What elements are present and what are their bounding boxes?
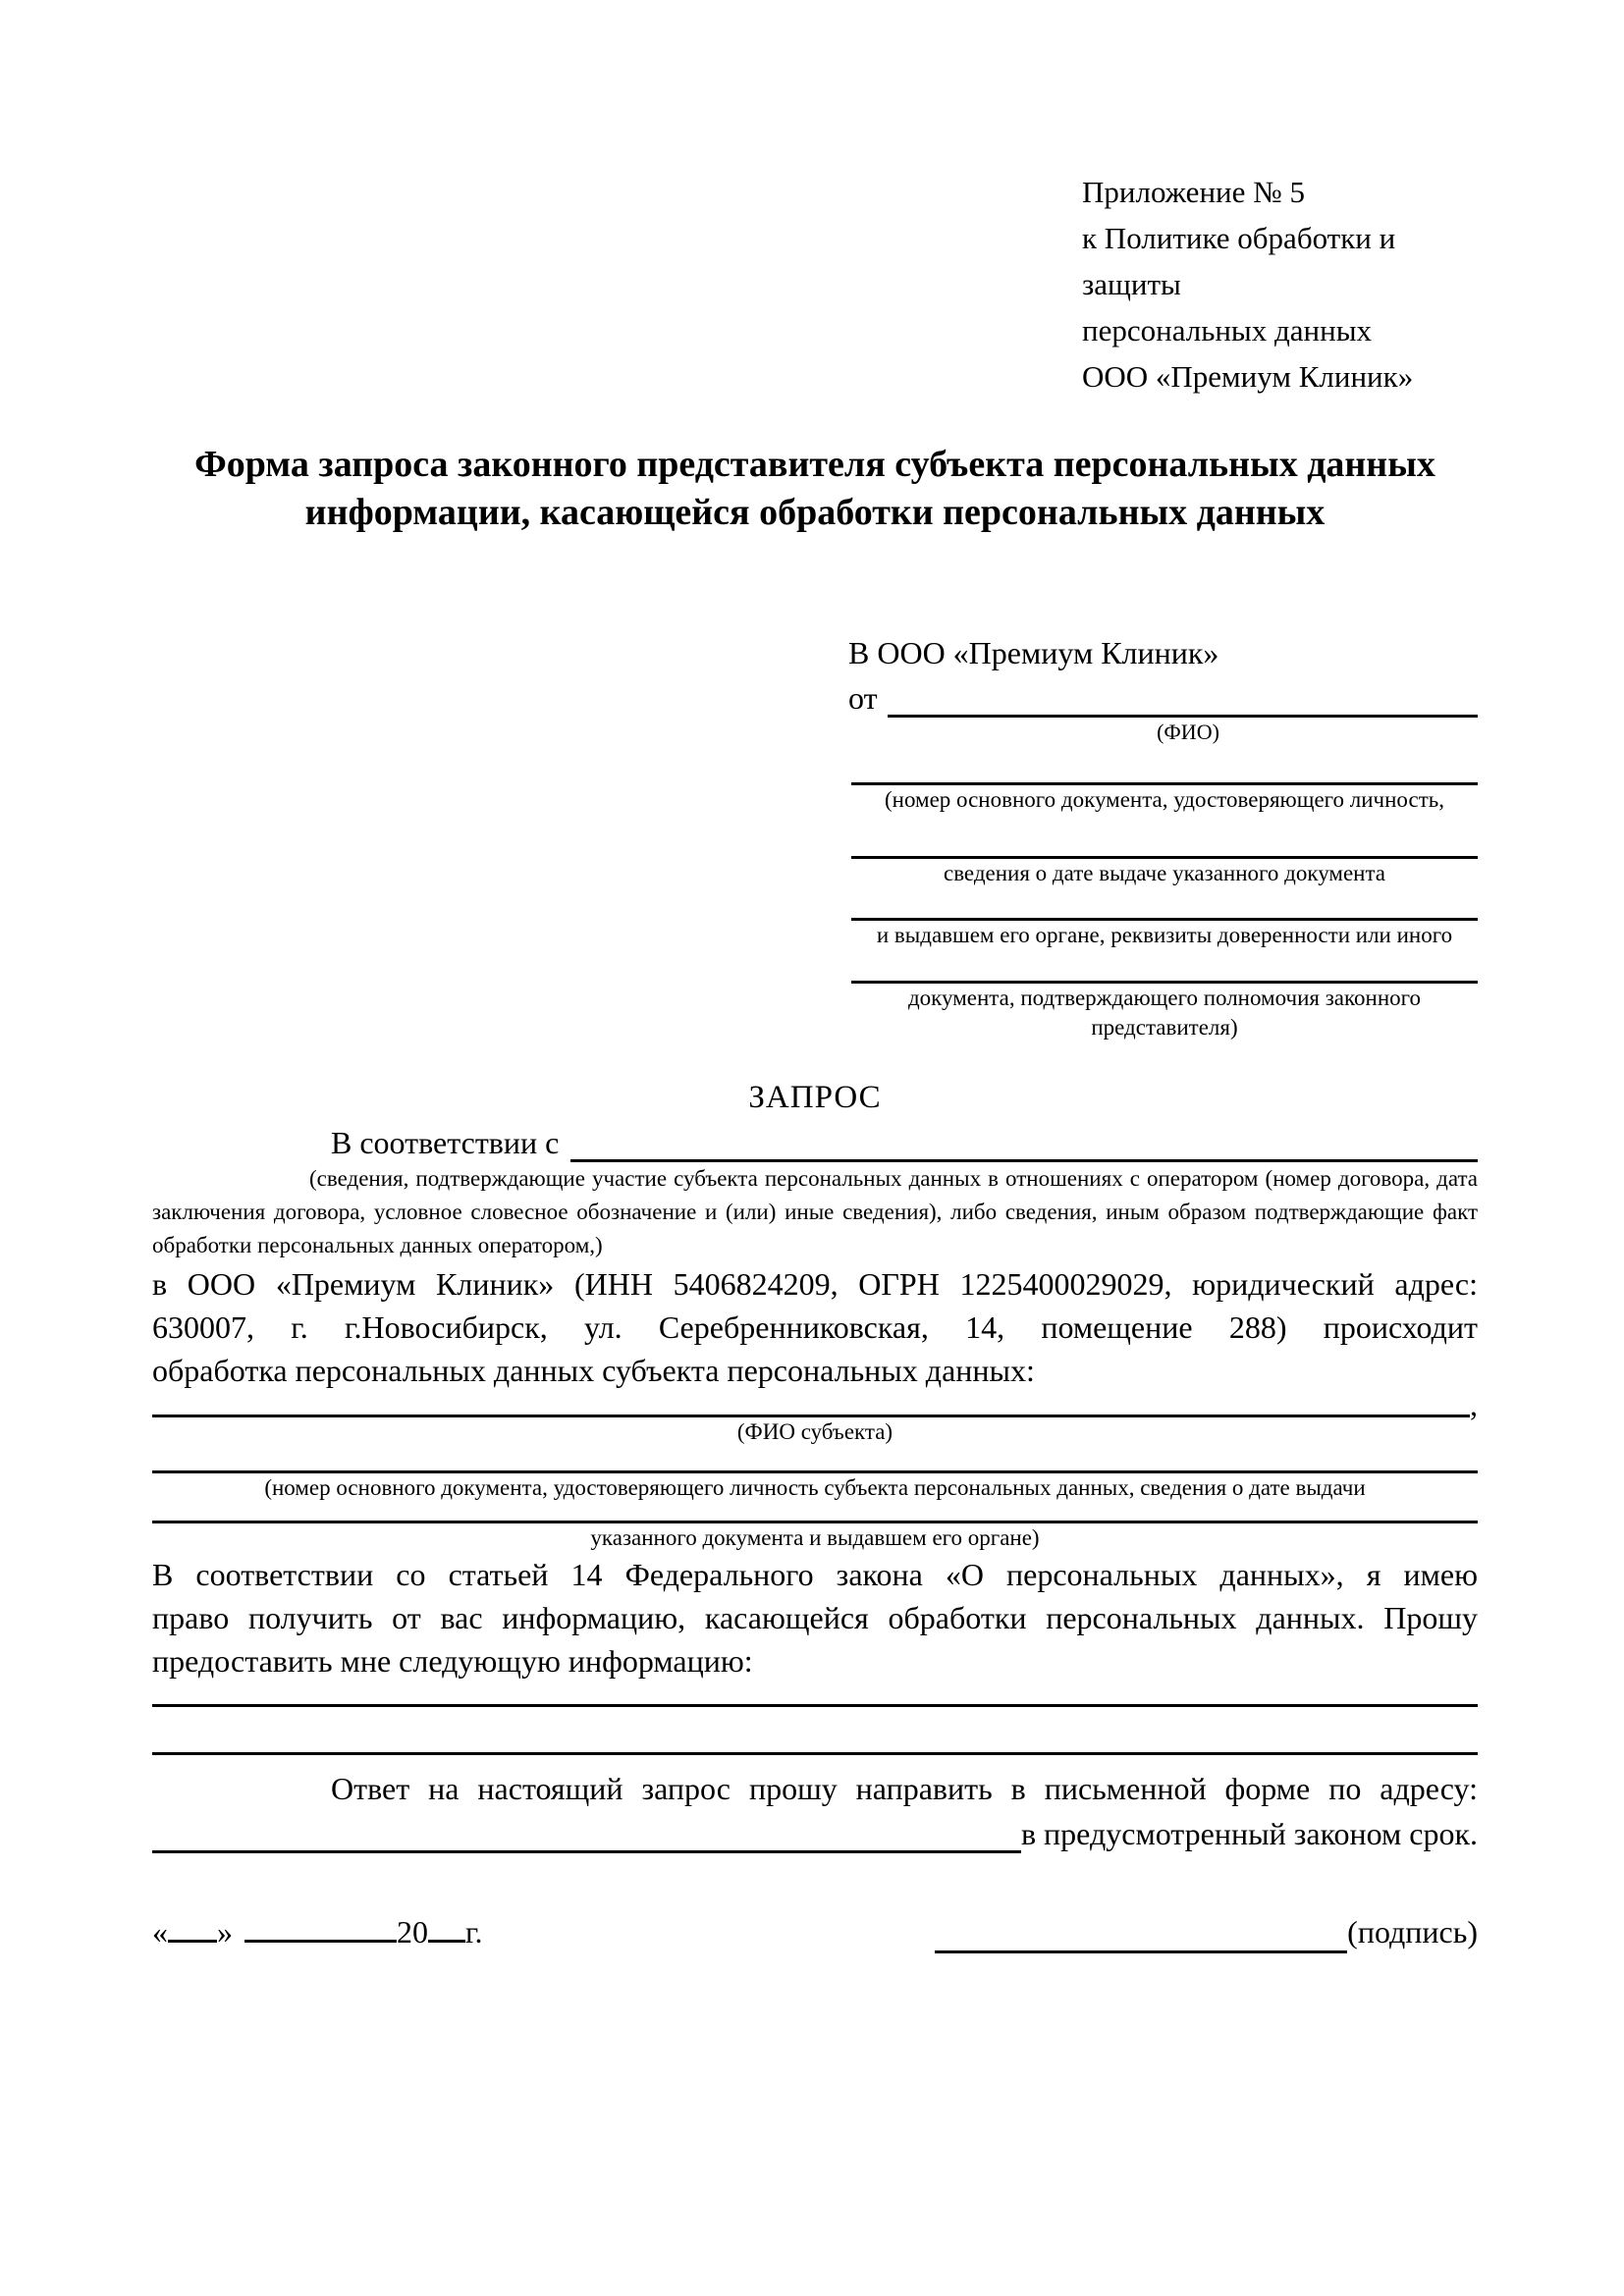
title-line-2: информации, касающейся обработки персональных данных: [304, 492, 1326, 533]
document-title: [152, 441, 1478, 537]
paragraph-line: 630007, г. г.Новосибирск, ул. Серебренниковская, 14, помещение 288) происходит: [152, 1309, 1478, 1345]
address-fill-line: [152, 1815, 1021, 1853]
reply-paragraph: [152, 1767, 1478, 1810]
annex-line: к Политике обработки и защиты: [1082, 221, 1396, 301]
year-suffix: г.: [465, 1914, 483, 1949]
fill-line-caption: документа, подтверждающего полномочия законного представителя): [907, 986, 1421, 1040]
year-prefix: 20: [397, 1914, 428, 1949]
signature-caption: (подпись): [1347, 1914, 1478, 1949]
from-label: от: [848, 680, 878, 716]
title-line-1: Форма запроса законного представителя субъекта персональных данных: [194, 444, 1435, 485]
paragraph-line: обработка персональных данных субъекта персональных данных:: [152, 1353, 1035, 1388]
paragraph-line: в ООО «Премиум Клиник» (ИНН 5406824209, ОГРН 1225400029029, юридический адрес:: [152, 1266, 1478, 1302]
operator-note-line: заключения договора, условное словесное обозначение и (или) иные сведения), либо сведения, иным образом подтверждающие факт: [152, 1200, 1478, 1224]
quote-open: «: [152, 1914, 168, 1949]
operator-note: [152, 1162, 1478, 1262]
request-heading: ЗАПРОС: [748, 1080, 882, 1115]
fio-caption: (ФИО): [1157, 720, 1219, 744]
from-row: [848, 674, 1478, 718]
law-paragraph: [152, 1553, 1478, 1682]
subject-doc-fill-line: [152, 1447, 1478, 1473]
month-fill-line: [244, 1906, 397, 1943]
paragraph-line: предоставить мне следующую информацию:: [152, 1643, 753, 1679]
fill-line-caption: и выдавшем его органе, реквизиты доверенности или иного: [876, 923, 1453, 947]
subject-fio-fill-line: [152, 1391, 1470, 1417]
annex-line: Приложение № 5: [1082, 175, 1305, 209]
annex-block: [1082, 169, 1478, 400]
fill-line: [851, 815, 1478, 859]
reply-tail: в предусмотренный законом срок.: [1020, 1816, 1478, 1851]
subject-fio-caption: (ФИО субъекта): [736, 1419, 893, 1444]
info-fill-line: [152, 1682, 1478, 1707]
operator-note-line: (сведения, подтверждающие участие субъекта персональных данных в отношениях с оператором (номер договора, дата: [309, 1166, 1478, 1191]
subject-doc-fill-line: [152, 1503, 1478, 1523]
according-label: В соответствии с: [331, 1125, 560, 1160]
annex-line: ООО «Премиум Клиник»: [1082, 359, 1414, 394]
paragraph-line: В соответствии со статьей 14 Федерального закона «О персональных данных», я имею: [152, 1557, 1478, 1592]
fill-line-caption: сведения о дате выдаче указанного документа: [943, 861, 1386, 885]
info-fill-line: [152, 1707, 1478, 1755]
quote-close: »: [217, 1914, 233, 1949]
year-fill-line: [428, 1906, 465, 1943]
fill-line: [851, 747, 1478, 785]
according-fill-line: [570, 1122, 1478, 1162]
date-field: [152, 1906, 483, 1953]
fill-line: [851, 950, 1478, 984]
annex-line: персональных данных: [1082, 313, 1373, 347]
operator-paragraph: [152, 1262, 1478, 1392]
subject-fio-row: [152, 1387, 1478, 1422]
according-row: [152, 1119, 1478, 1162]
day-fill-line: [168, 1906, 217, 1943]
representative-doc-group: [851, 747, 1478, 1042]
from-fill-line: [888, 677, 1478, 718]
signature-fill-line: [935, 1913, 1347, 1953]
addressee-block: [694, 631, 1478, 1042]
footer: [152, 1906, 1478, 1953]
fill-line: [851, 888, 1478, 921]
addressee-to: В ООО «Премиум Клиник»: [848, 635, 1219, 670]
paragraph-line: право получить от вас информацию, касающейся обработки персональных данных. Прошу: [152, 1600, 1478, 1635]
fill-line-caption: (номер основного документа, удостоверяющего личность,: [884, 787, 1444, 812]
reply-line: Ответ на настоящий запрос прошу направить в письменной форме по адресу:: [331, 1771, 1478, 1806]
operator-note-line: обработки персональных данных оператором,): [152, 1233, 603, 1257]
subject-doc-caption: (номер основного документа, удостоверяющего личность субъекта персональных данных, сведения о дате выдачи: [264, 1475, 1366, 1500]
signature-field: [935, 1910, 1478, 1953]
subject-doc-caption: указанного документа и выдавшем его органе): [590, 1525, 1040, 1550]
reply-address-row: [152, 1810, 1478, 1853]
trailing-comma: ,: [1470, 1387, 1478, 1422]
